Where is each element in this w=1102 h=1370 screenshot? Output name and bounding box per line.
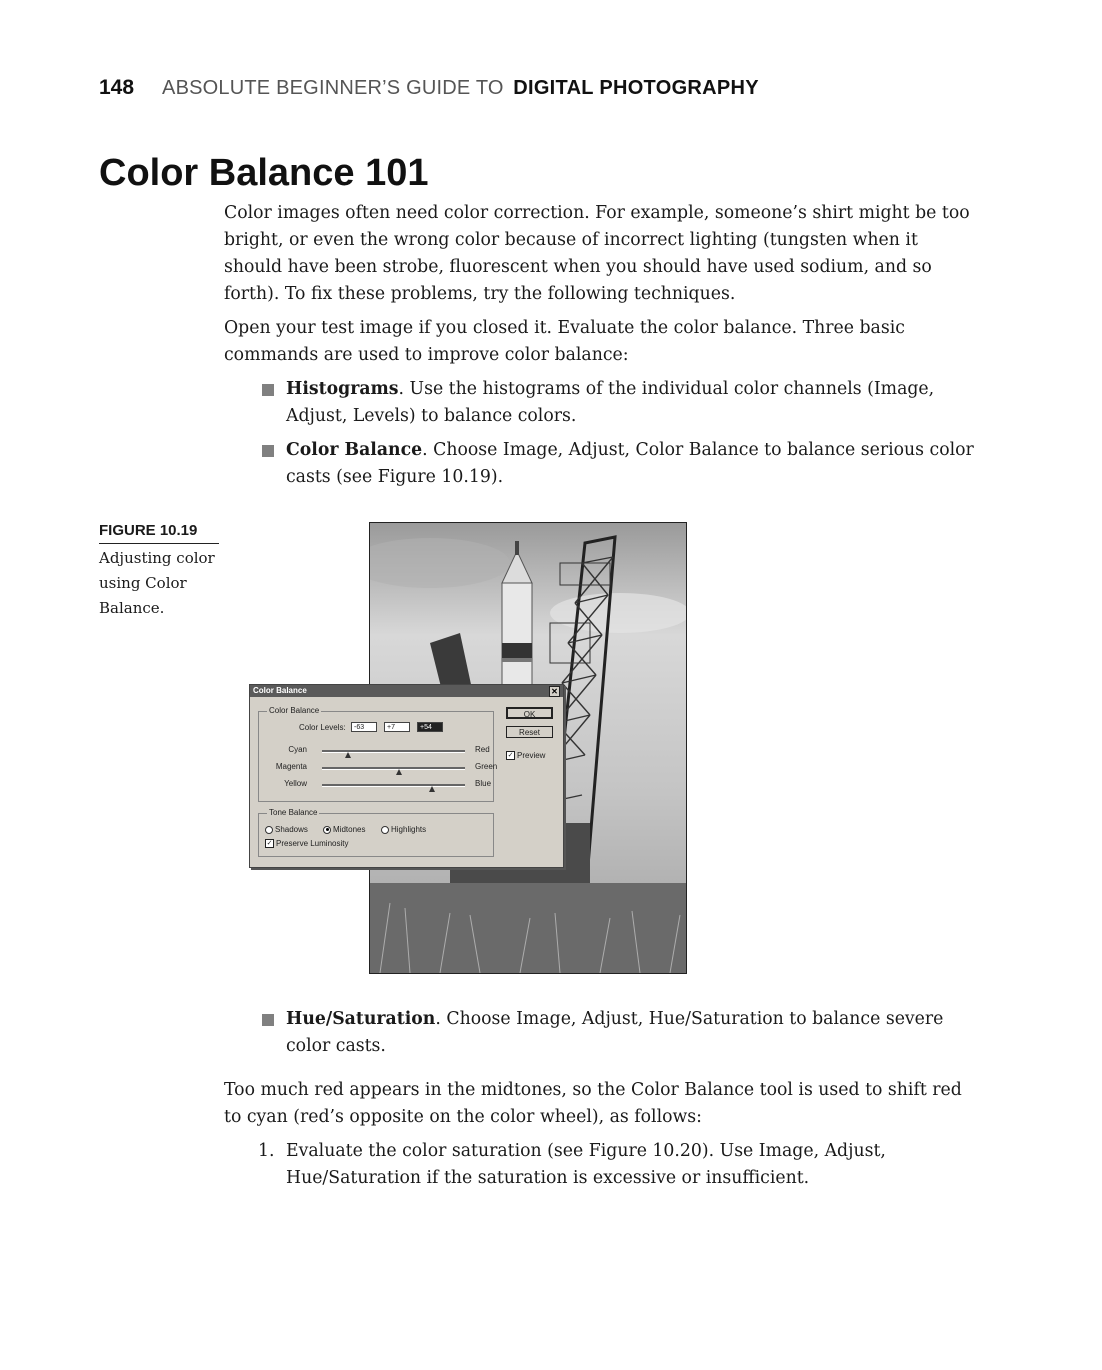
bullet-text: . Use the histograms of the individual color channels (Image, Adjust, Levels) to balance colors. bbox=[286, 379, 935, 426]
radio-selected-icon bbox=[323, 826, 331, 834]
checkbox-label: Preview bbox=[517, 751, 546, 760]
list-item bbox=[224, 437, 974, 491]
technique-list bbox=[224, 376, 974, 491]
slider-left-label: Cyan bbox=[288, 745, 307, 754]
slider-track bbox=[322, 750, 465, 753]
slider-track bbox=[322, 784, 465, 787]
highlights-radio[interactable] bbox=[381, 825, 426, 834]
dialog-title: Color Balance bbox=[253, 686, 307, 695]
book-title: DIGITAL PHOTOGRAPHY bbox=[513, 77, 759, 99]
slider-right-label: Green bbox=[475, 762, 498, 771]
ok-button[interactable]: OK bbox=[506, 707, 553, 719]
slider-track bbox=[322, 767, 465, 770]
square-bullet-icon bbox=[262, 1014, 274, 1026]
page-number: 148 bbox=[99, 76, 135, 99]
group-label: Color Balance bbox=[269, 706, 320, 715]
shadows-radio[interactable] bbox=[265, 825, 308, 834]
bullet-term: Hue/Saturation bbox=[286, 1009, 436, 1029]
figure-caption-text: Adjusting color using Color Balance. bbox=[99, 549, 215, 617]
bullet-term: Color Balance bbox=[286, 440, 423, 460]
color-levels-label: Color Levels: bbox=[299, 723, 346, 732]
radio-label: Shadows bbox=[275, 825, 308, 834]
color-balance-dialog bbox=[249, 684, 564, 868]
preserve-luminosity-checkbox[interactable] bbox=[265, 839, 348, 848]
slider-left-label: Magenta bbox=[275, 762, 307, 771]
slider-right-label: Red bbox=[475, 745, 490, 754]
dialog-titlebar bbox=[250, 685, 563, 697]
running-header bbox=[99, 74, 999, 104]
midtones-radio[interactable] bbox=[323, 825, 365, 834]
list-item bbox=[224, 376, 974, 430]
checkmark-icon: ✓ bbox=[266, 840, 273, 848]
cyan-red-level-field[interactable]: -63 bbox=[351, 722, 377, 732]
slider-thumb[interactable] bbox=[396, 769, 402, 775]
series-title: ABSOLUTE BEGINNER’S GUIDE TO bbox=[162, 77, 504, 99]
magenta-green-slider[interactable] bbox=[265, 762, 497, 776]
checkbox-label: Preserve Luminosity bbox=[276, 839, 349, 848]
yellow-blue-level-field[interactable]: +54 bbox=[417, 722, 443, 732]
tone-balance-group bbox=[258, 808, 494, 857]
checkmark-icon: ✓ bbox=[507, 752, 514, 760]
slider-left-label: Yellow bbox=[284, 779, 307, 788]
bullet-text: . Choose Image, Adjust, Color Balance to balance serious color casts (see Figure 10.19). bbox=[286, 440, 974, 487]
slider-thumb[interactable] bbox=[345, 752, 351, 758]
figure-label: FIGURE 10.19 bbox=[99, 520, 219, 544]
step-text: Evaluate the color saturation (see Figure 10.20). Use Image, Adjust, Hue/Saturation if the saturation is excessive or insufficient. bbox=[286, 1141, 886, 1188]
steps-list bbox=[224, 1138, 974, 1192]
section-title: Color Balance 101 bbox=[99, 152, 429, 194]
bullet-term: Histograms bbox=[286, 379, 399, 399]
technique-list-continued bbox=[224, 1006, 974, 1060]
slider-right-label: Blue bbox=[475, 779, 492, 788]
square-bullet-icon bbox=[262, 445, 274, 457]
color-balance-group bbox=[258, 706, 498, 802]
list-item bbox=[224, 1006, 974, 1060]
figure-caption bbox=[99, 520, 221, 621]
square-bullet-icon bbox=[262, 384, 274, 396]
magenta-green-level-field[interactable]: +7 bbox=[384, 722, 410, 732]
yellow-blue-slider[interactable] bbox=[265, 779, 497, 793]
intro-paragraph: Color images often need color correction. For example, someone’s shirt might be too bright, or even the wrong color because of incorrect lighting (tungsten when it should have been strobe, fluorescent when you should have used sodium, and so forth). To fix these problems, try the following techniques. bbox=[224, 203, 970, 304]
radio-label: Midtones bbox=[333, 825, 366, 834]
radio-label: Highlights bbox=[391, 825, 427, 834]
radio-icon bbox=[265, 826, 273, 834]
body-paragraph: Too much red appears in the midtones, so the Color Balance tool is used to shift red to cyan (red’s opposite on the color wheel), as follows: bbox=[224, 1080, 962, 1127]
bullet-text: . Choose Image, Adjust, Hue/Saturation to balance severe color casts. bbox=[286, 1009, 944, 1056]
step-number: 1. bbox=[258, 1141, 275, 1161]
intro-block bbox=[224, 200, 974, 498]
list-item bbox=[224, 1138, 974, 1192]
close-icon[interactable]: ✕ bbox=[549, 686, 560, 697]
after-figure-block bbox=[224, 1006, 974, 1192]
intro-paragraph: Open your test image if you closed it. Evaluate the color balance. Three basic commands are used to improve color balance: bbox=[224, 318, 905, 365]
radio-icon bbox=[381, 826, 389, 834]
cyan-red-slider[interactable] bbox=[265, 745, 497, 759]
group-label: Tone Balance bbox=[269, 808, 318, 817]
preview-checkbox[interactable] bbox=[506, 751, 545, 760]
reset-button[interactable]: Reset bbox=[506, 726, 553, 738]
slider-thumb[interactable] bbox=[429, 786, 435, 792]
